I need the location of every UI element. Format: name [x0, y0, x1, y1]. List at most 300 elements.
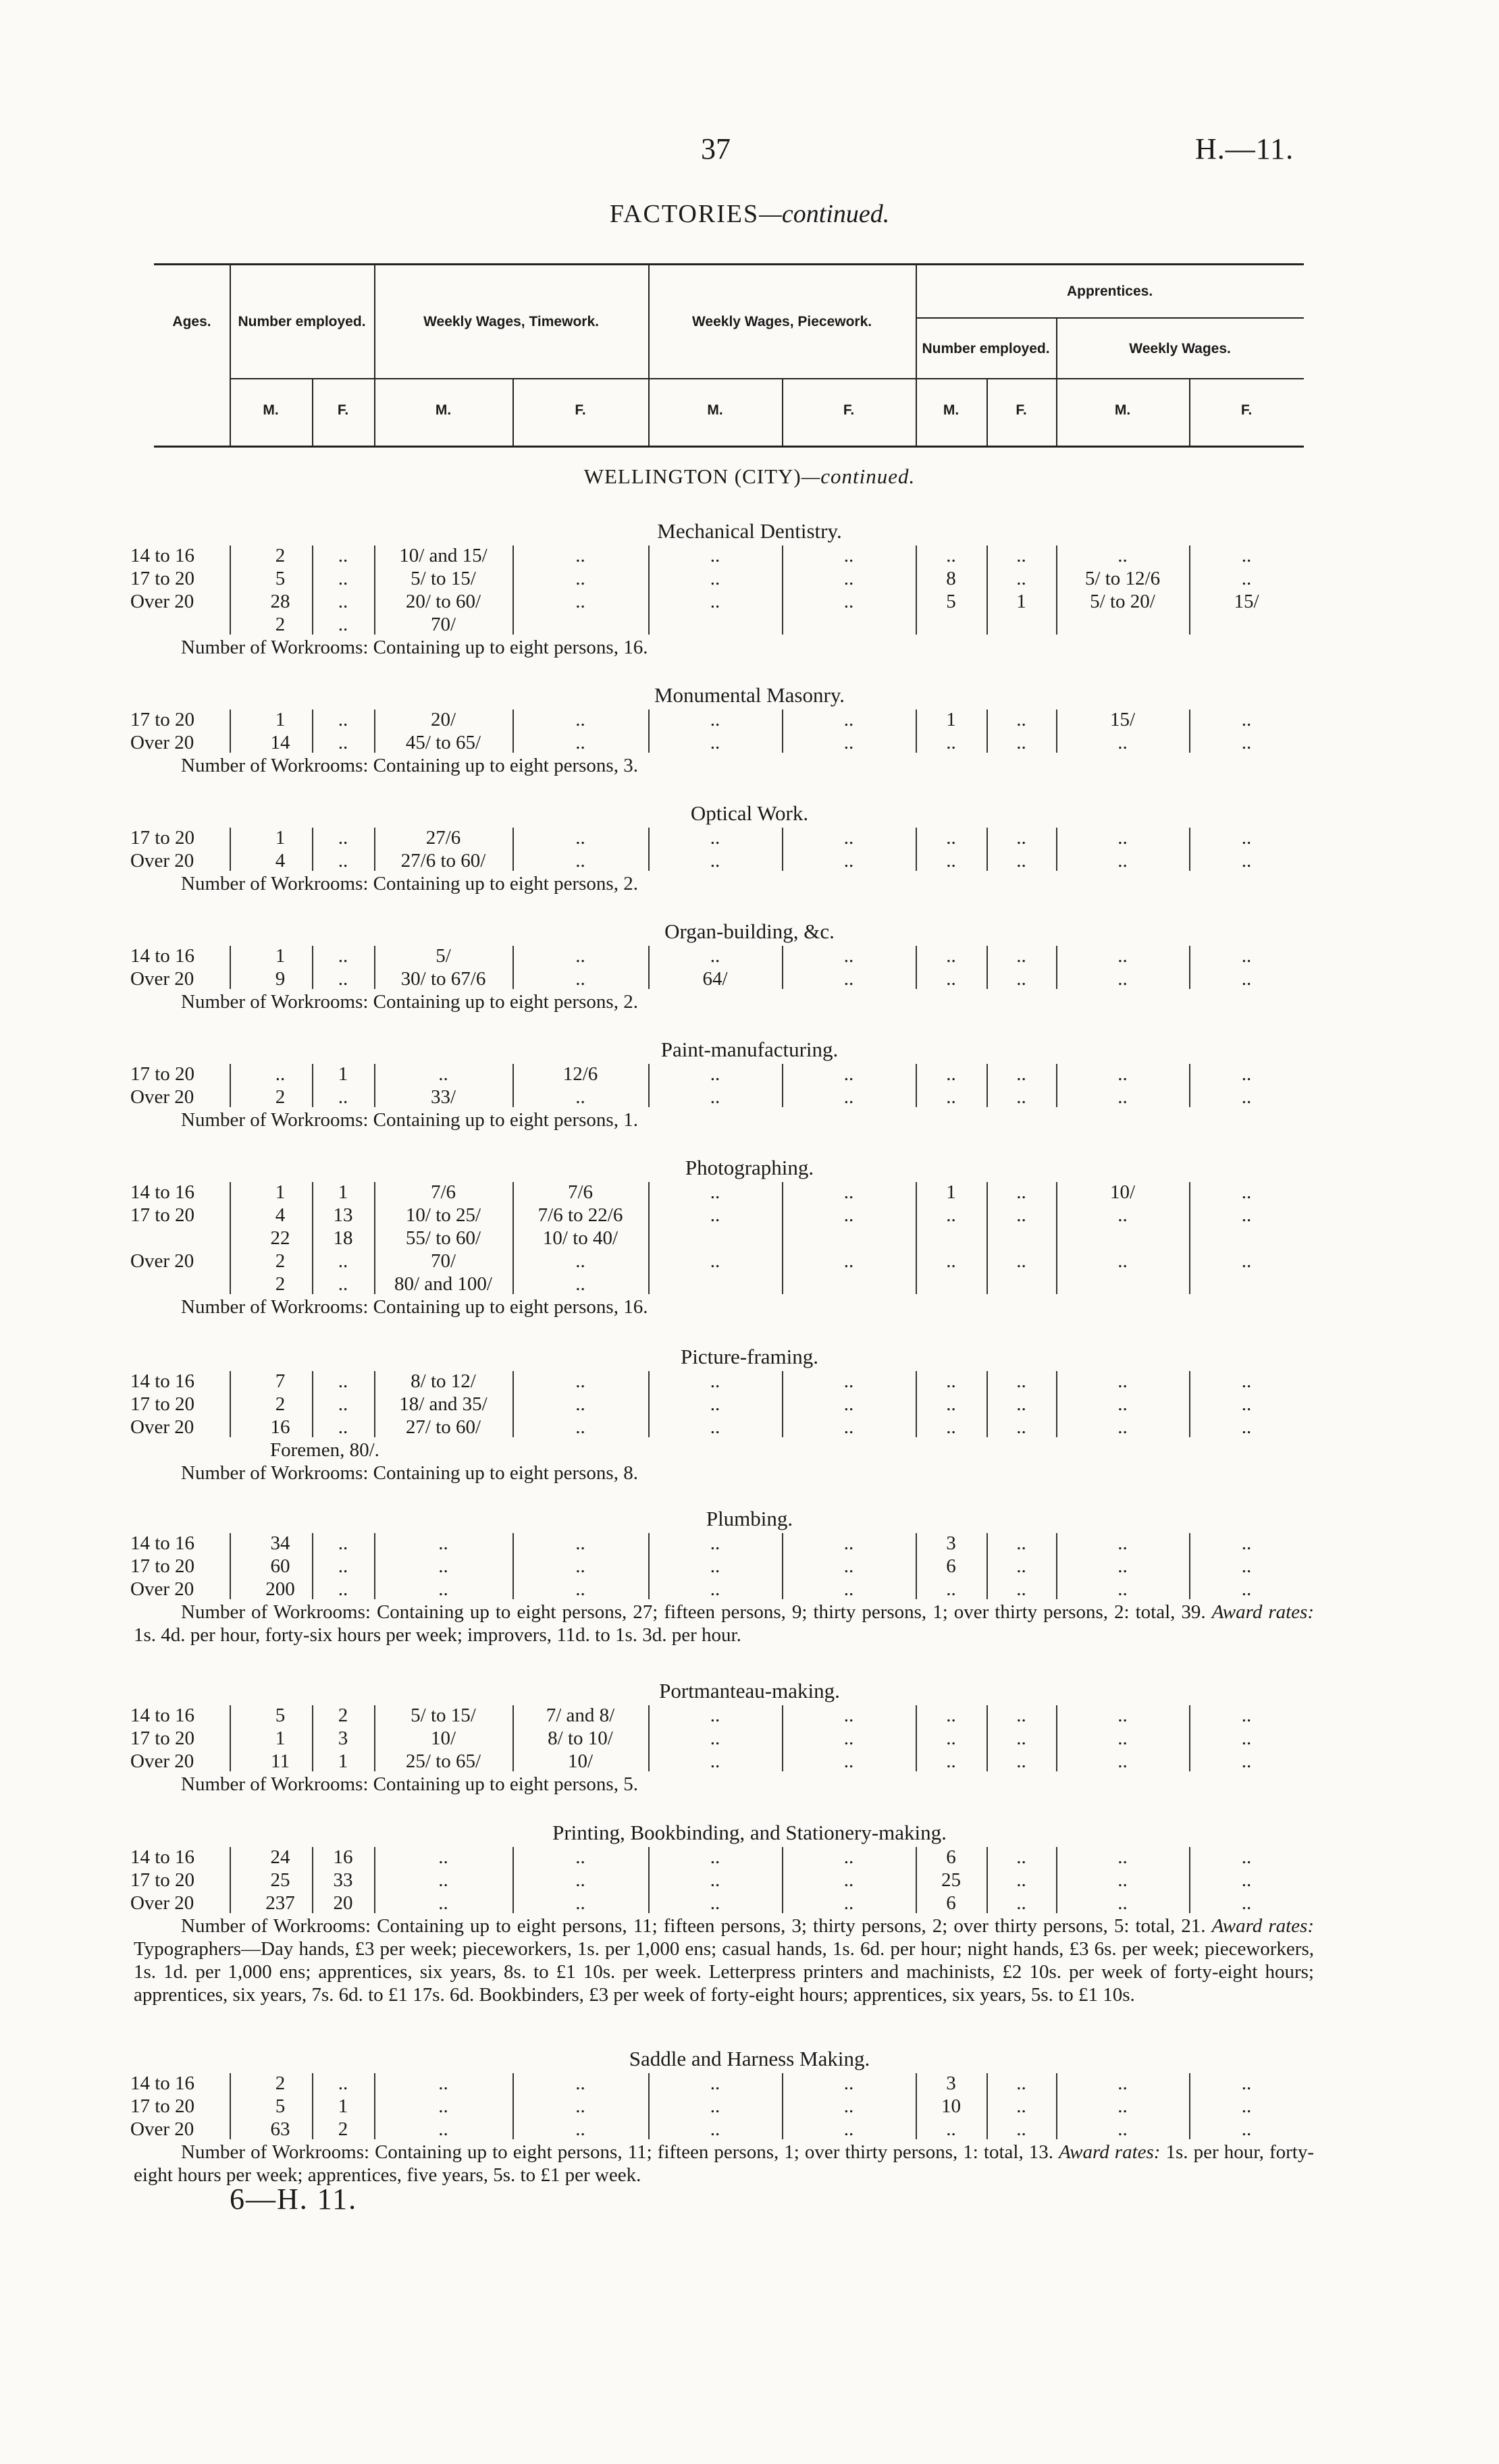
cell-male-number: 2 [275, 1273, 286, 1295]
award-rates-text: 1s. per hour, forty-eight hours per week; apprentices, five years, 5s. to £1 per week. [134, 2141, 1315, 2186]
cell-male-number: 2 [275, 1250, 286, 1272]
cell-apprentice-male-wages: .. [1117, 1204, 1128, 1226]
cell-age: Over 20 [130, 850, 194, 872]
cell-female-timework: .. [575, 1086, 585, 1108]
cell-female-number: 20 [333, 1892, 353, 1914]
column-divider [916, 1533, 917, 1599]
cell-apprentice-male-number: .. [946, 1728, 956, 1749]
header-f: F. [843, 402, 855, 418]
column-divider [1056, 828, 1057, 871]
cell-female-number: .. [338, 1555, 348, 1577]
cell-apprentice-female-wages: 15/ [1234, 591, 1259, 612]
table-row [0, 2118, 1499, 2141]
cell-apprentice-female-number: .. [1016, 545, 1026, 566]
cell-age: 14 to 16 [130, 1532, 195, 1554]
cell-apprentice-male-wages: .. [1117, 1750, 1128, 1772]
column-divider [648, 1847, 650, 1913]
cell-female-piecework: .. [843, 1393, 854, 1415]
cell-female-number: .. [338, 968, 348, 990]
column-divider [916, 1847, 917, 1913]
cell-male-number: 2 [275, 1086, 286, 1108]
cell-apprentice-male-number: 1 [946, 1181, 956, 1203]
table-row [0, 1704, 1499, 1727]
column-divider [648, 1371, 650, 1437]
cell-apprentice-female-number: .. [1016, 968, 1026, 990]
cell-male-piecework: .. [710, 568, 720, 589]
cell-female-timework: .. [575, 591, 585, 612]
workrooms-text: Number of Workrooms: Containing up to eight persons, 1. [181, 1109, 638, 1131]
cell-apprentice-female-wages: .. [1241, 1846, 1252, 1868]
cell-apprentice-male-number: .. [946, 2118, 956, 2140]
cell-female-piecework: .. [843, 2118, 854, 2140]
cell-apprentice-male-number: .. [946, 1416, 956, 1438]
cell-age: Over 20 [130, 968, 194, 990]
column-divider [312, 2073, 313, 2139]
column-divider [312, 1705, 313, 1771]
column-divider [512, 946, 514, 989]
cell-apprentice-male-number: 3 [946, 1532, 956, 1554]
page-title [0, 199, 1499, 229]
cell-female-piecework: .. [843, 1846, 854, 1868]
column-divider [782, 1064, 783, 1107]
workrooms-note [0, 1601, 1499, 1646]
cell-female-timework: .. [575, 1393, 585, 1415]
table-row [0, 708, 1499, 731]
cell-age: 17 to 20 [130, 1393, 195, 1415]
cell-apprentice-female-number: .. [1016, 1181, 1026, 1203]
column-divider [916, 709, 917, 753]
cell-male-number: 1 [275, 827, 286, 849]
column-divider [312, 1847, 313, 1913]
section-plumbing [0, 1502, 1499, 1646]
table-row [0, 1727, 1499, 1750]
column-divider [987, 545, 988, 635]
column-divider [648, 1064, 650, 1107]
column-divider [230, 946, 231, 989]
section-rows [0, 1532, 1499, 1601]
cell-male-timework: .. [438, 2118, 448, 2140]
cell-male-timework: .. [438, 1869, 448, 1891]
cell-apprentice-female-wages: .. [1241, 1892, 1252, 1914]
cell-age: Over 20 [130, 732, 194, 753]
header-ages-blank [154, 379, 230, 441]
column-divider [648, 946, 650, 989]
column-divider [230, 2073, 231, 2139]
column-divider [648, 1705, 650, 1771]
cell-apprentice-female-number: .. [1016, 2072, 1026, 2094]
cell-apprentice-female-wages: .. [1241, 1532, 1252, 1554]
cell-male-number: 14 [270, 732, 290, 753]
cell-female-timework: .. [575, 545, 585, 566]
column-divider [312, 1064, 313, 1107]
cell-apprentice-male-wages: .. [1117, 1728, 1128, 1749]
column-divider [916, 1064, 917, 1107]
city-name: WELLINGTON (CITY) [583, 464, 801, 488]
cell-age: 17 to 20 [130, 1728, 195, 1749]
cell-male-number: 34 [270, 1532, 290, 1554]
section-title: Paint-manufacturing. [660, 1038, 839, 1061]
cell-apprentice-male-number: 10 [941, 2095, 961, 2117]
cell-male-number: 9 [275, 968, 286, 990]
cell-female-piecework: .. [843, 1728, 854, 1749]
cell-female-piecework: .. [843, 1532, 854, 1554]
cell-apprentice-female-wages: .. [1241, 1750, 1252, 1772]
cell-male-timework: 55/ to 60/ [405, 1227, 481, 1249]
cell-female-number: 1 [338, 1750, 348, 1772]
cell-apprentice-male-number: .. [946, 1086, 956, 1108]
cell-male-timework: 5/ to 15/ [411, 568, 476, 589]
cell-female-number: .. [338, 709, 348, 730]
cell-male-piecework: .. [710, 1370, 720, 1392]
column-divider [782, 1847, 783, 1913]
cell-male-piecework: .. [710, 1750, 720, 1772]
award-rates-label: Award rates: [1211, 1915, 1314, 1937]
cell-apprentice-female-number: .. [1016, 1846, 1026, 1868]
cell-apprentice-female-wages: .. [1241, 545, 1252, 566]
cell-male-number: 2 [275, 614, 286, 635]
table-row [0, 1532, 1499, 1555]
table-row [0, 1869, 1499, 1892]
section-pre-note: Foremen, 80/. [270, 1439, 379, 1461]
section-portmanteau-making [0, 1674, 1499, 1796]
cell-apprentice-female-number: .. [1016, 1750, 1026, 1772]
section-rows [0, 1181, 1499, 1295]
cell-apprentice-male-wages: 5/ to 20/ [1090, 591, 1155, 612]
cell-apprentice-male-wages: .. [1117, 1370, 1128, 1392]
cell-apprentice-male-wages: .. [1117, 1578, 1128, 1600]
cell-apprentice-female-number: .. [1016, 1393, 1026, 1415]
workrooms-text: Number of Workrooms: Containing up to eight persons, 8. [181, 1462, 638, 1484]
cell-apprentice-male-wages: .. [1117, 2095, 1128, 2117]
column-divider [312, 1182, 313, 1294]
workrooms-note [0, 754, 1499, 777]
award-rates-text: Typographers—Day hands, £3 per week; pieceworkers, 1s. per 1,000 ens; casual hands, 1s. 6d. per hour; night hands, £3 6s. per week; pieceworkers, 1s. 1d. per 1,000 ens; apprentices, six years, 8s. to £1 10s. per week. Letterpress printers and machinists, £2 10s. per week of forty-eight hours; apprentices, six years, 7s. 6d. to £1 17s. 6d. Bookbinders, £3 per week of forty-eight hours; apprentices, six years, 5s. to £1 10s. [134, 1938, 1314, 2006]
cell-apprentice-male-wages: .. [1117, 732, 1128, 753]
cell-male-piecework: .. [710, 709, 720, 730]
cell-female-number: .. [338, 1416, 348, 1438]
title-main: FACTORIES [609, 200, 760, 228]
cell-apprentice-male-number: .. [946, 945, 956, 967]
column-divider [1189, 1847, 1190, 1913]
table-row [0, 731, 1499, 754]
cell-apprentice-female-number: .. [1016, 2095, 1026, 2117]
cell-male-piecework: .. [710, 2118, 720, 2140]
column-divider [512, 709, 514, 753]
cell-female-piecework: .. [843, 1250, 854, 1272]
cell-female-timework: 7/6 [567, 1181, 594, 1203]
cell-female-timework: .. [575, 945, 585, 967]
section-title: Mechanical Dentistry. [657, 519, 842, 543]
cell-female-number: 2 [338, 2118, 348, 2140]
table-row [0, 544, 1499, 567]
cell-female-number: 1 [338, 2095, 348, 2117]
cell-apprentice-female-wages: .. [1241, 1555, 1252, 1577]
cell-apprentice-female-number: .. [1016, 709, 1026, 730]
cell-male-piecework: .. [710, 850, 720, 872]
column-divider [987, 1182, 988, 1294]
cell-apprentice-female-number: .. [1016, 1728, 1026, 1749]
cell-apprentice-male-number: .. [946, 1393, 956, 1415]
cell-age: 17 to 20 [130, 1063, 195, 1085]
column-divider [374, 828, 375, 871]
header-f: F. [575, 402, 586, 418]
cell-male-number: 4 [275, 850, 286, 872]
table-row [0, 1555, 1499, 1578]
document-code: H.—11. [1195, 132, 1294, 165]
cell-male-timework: 70/ [430, 614, 456, 635]
cell-male-number: 2 [275, 1393, 286, 1415]
cell-male-timework: .. [438, 1063, 448, 1085]
column-divider [512, 1371, 514, 1437]
table-row [0, 1273, 1499, 1295]
cell-male-piecework: .. [710, 732, 720, 753]
column-divider [782, 1705, 783, 1771]
cell-age: Over 20 [130, 1086, 194, 1108]
column-divider [1189, 709, 1190, 753]
column-divider [512, 828, 514, 871]
cell-male-timework: 10/ and 15/ [399, 545, 488, 566]
cell-apprentice-female-wages: .. [1241, 968, 1252, 990]
cell-apprentice-male-wages: .. [1117, 968, 1128, 990]
cell-female-number: .. [338, 2072, 348, 2094]
cell-male-piecework: .. [710, 1705, 720, 1726]
column-divider [916, 1371, 917, 1437]
cell-apprentice-male-number: 25 [941, 1869, 961, 1891]
table-row [0, 1370, 1499, 1393]
section-picture-framing [0, 1340, 1499, 1484]
table-row [0, 967, 1499, 990]
cell-female-piecework: .. [843, 709, 854, 730]
cell-male-piecework: .. [710, 2095, 720, 2117]
section-saddle-and-harness-making [0, 2042, 1499, 2187]
cell-female-number: .. [338, 1532, 348, 1554]
cell-male-number: 7 [275, 1370, 286, 1392]
header-f: F. [1240, 402, 1253, 418]
section-title: Monumental Masonry. [654, 683, 845, 707]
page-footer: 6—H. 11. [230, 2182, 358, 2216]
workrooms-text: Number of Workrooms: Containing up to eight persons, 27; fifteen persons, 9; thirty persons, 1; over thirty persons, 2: total, 39. [181, 1601, 1206, 1623]
cell-apprentice-female-number: .. [1016, 850, 1026, 872]
cell-female-timework: .. [575, 1532, 585, 1554]
header-m: M. [435, 402, 452, 418]
header-apprentices: Apprentices. [1066, 284, 1153, 299]
cell-female-timework: .. [575, 709, 585, 730]
cell-apprentice-female-wages: .. [1241, 732, 1252, 753]
cell-age: Over 20 [130, 1892, 194, 1914]
cell-male-timework: 20/ [430, 709, 456, 730]
header-bottom-rule [154, 446, 1304, 448]
column-divider [312, 828, 313, 871]
cell-apprentice-female-number: .. [1016, 1705, 1026, 1726]
column-divider [987, 1371, 988, 1437]
cell-female-number: .. [338, 1086, 348, 1108]
cell-apprentice-male-wages: .. [1117, 1393, 1128, 1415]
cell-male-number: 2 [275, 545, 286, 566]
cell-apprentice-female-wages: .. [1241, 1063, 1252, 1085]
cell-male-piecework: .. [710, 1892, 720, 1914]
cell-apprentice-male-wages: .. [1117, 850, 1128, 872]
header-m: M. [263, 402, 279, 418]
table-row [0, 1846, 1499, 1869]
cell-age: 17 to 20 [130, 568, 195, 589]
column-divider [230, 1705, 231, 1771]
cell-apprentice-female-wages: .. [1241, 1370, 1252, 1392]
workrooms-text: Number of Workrooms: Containing up to eight persons, 5. [181, 1773, 638, 1795]
cell-apprentice-male-number: 6 [946, 1846, 956, 1868]
cell-male-piecework: .. [710, 1181, 720, 1203]
cell-female-number: .. [338, 827, 348, 849]
cell-female-piecework: .. [843, 732, 854, 753]
header-app-number: Number employed. [922, 341, 1050, 356]
cell-female-timework: .. [575, 568, 585, 589]
column-divider [916, 946, 917, 989]
column-divider [1056, 1064, 1057, 1107]
cell-male-number: 237 [265, 1892, 295, 1914]
cell-apprentice-female-number: .. [1016, 732, 1026, 753]
cell-apprentice-female-wages: .. [1241, 1181, 1252, 1203]
cell-male-timework: 33/ [430, 1086, 456, 1108]
column-divider [648, 545, 650, 635]
workrooms-note [0, 1108, 1499, 1131]
section-rows [0, 2072, 1499, 2141]
cell-female-number: 13 [333, 1204, 353, 1226]
cell-male-timework: .. [438, 1846, 448, 1868]
column-divider [312, 1533, 313, 1599]
column-divider [1056, 545, 1057, 635]
cell-male-number: 1 [275, 945, 286, 967]
cell-male-number: 16 [270, 1416, 290, 1438]
column-divider [374, 1847, 375, 1913]
column-divider [512, 1064, 514, 1107]
column-divider [987, 828, 988, 871]
cell-female-piecework: .. [843, 1063, 854, 1085]
section-title: Organ-building, &c. [664, 919, 835, 943]
section-title: Picture-framing. [680, 1345, 818, 1368]
cell-apprentice-male-wages: .. [1117, 1532, 1128, 1554]
cell-apprentice-male-number: .. [946, 850, 956, 872]
table-row [0, 590, 1499, 613]
cell-male-number: 11 [271, 1750, 290, 1772]
header-app-wages: Weekly Wages. [1129, 341, 1231, 356]
cell-age: 14 to 16 [130, 2072, 195, 2094]
cell-age: 17 to 20 [130, 1204, 195, 1226]
cell-female-number: .. [338, 1578, 348, 1600]
cell-apprentice-male-wages: 10/ [1109, 1181, 1136, 1203]
cell-female-number: .. [338, 945, 348, 967]
workrooms-note [0, 1914, 1499, 2006]
cell-male-timework: 45/ to 65/ [405, 732, 481, 753]
column-divider [916, 545, 917, 635]
cell-apprentice-male-number: .. [946, 1063, 956, 1085]
title-suffix: —continued. [759, 200, 890, 228]
cell-female-piecework: .. [843, 545, 854, 566]
cell-male-timework: 5/ [436, 945, 451, 967]
cell-female-number: .. [338, 1250, 348, 1272]
cell-female-number: 16 [333, 1846, 353, 1868]
column-divider [374, 709, 375, 753]
column-divider [374, 1064, 375, 1107]
cell-male-piecework: .. [710, 591, 720, 612]
table-row [0, 2072, 1499, 2095]
cell-age: 14 to 16 [130, 945, 195, 967]
column-divider [512, 1182, 514, 1294]
cell-female-piecework: .. [843, 568, 854, 589]
cell-male-timework: 7/6 [430, 1181, 456, 1203]
section-printing-bookbinding-and-stationery-making [0, 1816, 1499, 2006]
cell-female-number: 18 [333, 1227, 353, 1249]
cell-male-number: 2 [275, 2072, 286, 2094]
column-divider [1189, 1533, 1190, 1599]
column-divider [230, 1064, 231, 1107]
cell-apprentice-male-wages: .. [1117, 945, 1128, 967]
column-divider [230, 1371, 231, 1437]
column-divider [782, 2073, 783, 2139]
cell-male-number: 4 [275, 1204, 286, 1226]
cell-age: Over 20 [130, 1578, 194, 1600]
city-heading [0, 460, 1499, 493]
workrooms-text: Number of Workrooms: Containing up to eight persons, 11; fifteen persons, 3; thirty persons, 2; over thirty persons, 5: total, 21. [181, 1915, 1206, 1937]
column-divider [987, 1705, 988, 1771]
column-divider [230, 709, 231, 753]
cell-female-number: 3 [338, 1728, 348, 1749]
column-divider [512, 1533, 514, 1599]
cell-male-piecework: .. [710, 827, 720, 849]
column-divider [374, 1705, 375, 1771]
cell-apprentice-male-number: 8 [946, 568, 956, 589]
cell-female-timework: .. [575, 1869, 585, 1891]
section-rows [0, 1846, 1499, 1914]
table-row [0, 1750, 1499, 1773]
column-divider [1189, 1064, 1190, 1107]
cell-apprentice-male-number: .. [946, 1750, 956, 1772]
column-divider [312, 1371, 313, 1437]
section-title: Portmanteau-making. [659, 1679, 840, 1703]
award-rates-label: Award rates: [1211, 1601, 1314, 1623]
cell-male-piecework: .. [710, 1086, 720, 1108]
section-rows [0, 544, 1499, 636]
cell-apprentice-female-wages: .. [1241, 709, 1252, 730]
cell-female-number: .. [338, 545, 348, 566]
cell-male-piecework: .. [710, 1063, 720, 1085]
cell-female-number: 1 [338, 1181, 348, 1203]
cell-female-number: .. [338, 568, 348, 589]
cell-apprentice-male-number: .. [946, 968, 956, 990]
header-f: F. [1016, 402, 1027, 418]
cell-apprentice-female-number: .. [1016, 2118, 1026, 2140]
cell-female-timework: .. [575, 732, 585, 753]
cell-age: 17 to 20 [130, 1869, 195, 1891]
cell-apprentice-male-number: .. [946, 1204, 956, 1226]
column-divider [648, 709, 650, 753]
section-rows [0, 1370, 1499, 1439]
cell-female-piecework: .. [843, 2072, 854, 2094]
column-divider [1189, 1182, 1190, 1294]
workrooms-note [0, 1295, 1499, 1318]
cell-male-number: 1 [275, 1181, 286, 1203]
cell-apprentice-female-number: .. [1016, 1892, 1026, 1914]
cell-male-piecework: .. [710, 1846, 720, 1868]
section-monumental-masonry [0, 678, 1499, 777]
column-divider [312, 545, 313, 635]
section-mechanical-dentistry [0, 514, 1499, 659]
cell-apprentice-female-number: .. [1016, 1063, 1026, 1085]
column-divider [312, 709, 313, 753]
cell-apprentice-female-wages: .. [1241, 1416, 1252, 1438]
cell-male-piecework: .. [710, 1869, 720, 1891]
cell-apprentice-female-wages: .. [1241, 1705, 1252, 1726]
cell-age: 14 to 16 [130, 1181, 195, 1203]
workrooms-text: Number of Workrooms: Containing up to eight persons, 16. [181, 637, 648, 658]
